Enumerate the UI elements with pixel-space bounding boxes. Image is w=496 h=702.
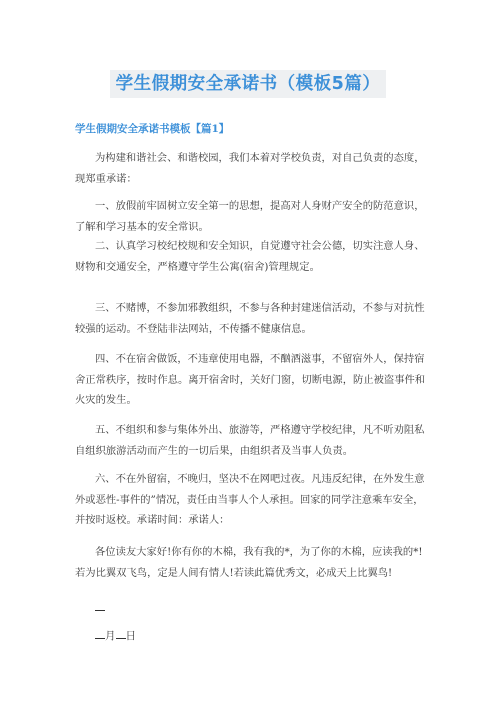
document-title: 学生假期安全承诺书（模板5篇）	[110, 70, 387, 98]
paragraph-closing: 各位读友大家好!你有你的木棉，我有我的*，为了你的木棉，应读我的*!若为比翼双飞鸟，定是人间有情人!若读此篇优秀文，必成天上比翼鸟!	[75, 546, 423, 579]
paragraph-item-3: 三、不赌博，不参加邪教组织，不参与各种封建迷信活动，不参与对抗性较强的运动。不登陆非法网站，不传播不健康信息。	[75, 302, 425, 335]
blank-line	[95, 600, 105, 611]
month-blank	[95, 628, 105, 639]
paragraph-item-2: 二、认真学习校纪校规和安全知识，自觉遵守社会公德，切实注意人身、财物和交通安全，严格遵守学生公寓(宿舍)管理规定。	[75, 240, 425, 273]
day-label: 日	[125, 630, 136, 642]
date-line	[95, 628, 136, 644]
paragraph-item-5: 五、不组织和参与集体外出、旅游等，严格遵守学校纪律，凡不听劝阻私自组织旅游活动而产生的一切后果，由组织者及当事人负责。	[75, 424, 425, 457]
paragraph-item-6: 六、不在外留宿，不晚归，坚决不在网吧过夜。凡违反纪律，在外发生意外或恶性-事件的”情况，责任由当事人个人承担。回家的同学注意乘车安全，并按时返校。承诺时间：承诺人：	[75, 473, 425, 526]
day-blank	[116, 628, 126, 639]
section-heading: 学生假期安全承诺书模板【篇1】	[75, 123, 230, 135]
paragraph-item-1: 一、放假前牢固树立安全第一的思想，提高对人身财产安全的防范意识，了解和学习基本的安全常识。	[75, 200, 425, 233]
month-label: 月	[105, 630, 116, 642]
title-container	[0, 70, 496, 98]
paragraph-item-4: 四、不在宿舍做饭，不违章使用电器，不酗酒滋事，不留宿外人，保持宿舍正常秩序，按时作息。离开宿舍时，关好门窗，切断电源，防止被盗事件和火灾的发生。	[75, 353, 426, 406]
paragraph-intro: 为构建和谐社会、和谐校园，我们本着对学校负责，对自己负责的态度，现郑重承诺：	[75, 152, 425, 185]
signature-blank	[95, 600, 105, 616]
